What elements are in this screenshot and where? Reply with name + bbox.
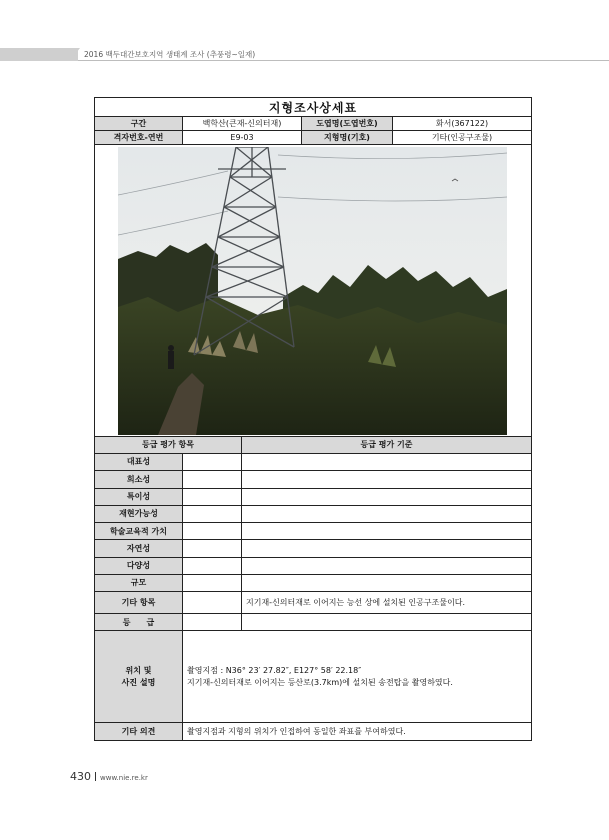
transmission-tower-photo — [118, 147, 507, 435]
evaluation-criteria: 지기재-신의터재로 이어지는 능선 상에 설치된 인공구조물이다. — [246, 598, 466, 608]
evaluation-row — [95, 471, 531, 488]
evaluation-grade — [183, 558, 242, 574]
evaluation-row — [95, 575, 531, 592]
footer-divider — [95, 772, 96, 781]
evaluation-row — [95, 523, 531, 540]
evaluation-criteria — [242, 558, 531, 574]
evaluation-row — [95, 454, 531, 471]
photo-description: 지기재-신의터재로 이어지는 등산로(3.7km)에 설치된 송전탑을 촬영하였다. — [187, 678, 453, 688]
evaluation-item-label: 희소성 — [95, 471, 183, 487]
evaluation-row — [95, 506, 531, 523]
evaluation-grade — [183, 489, 242, 505]
location-label-line-1: 위치 및 — [125, 666, 152, 676]
evaluation-header-row — [95, 437, 531, 454]
evaluation-grade — [183, 471, 242, 487]
page-number: 430 — [70, 770, 91, 783]
landform-name-value: 기타(인공구조물) — [431, 132, 493, 142]
terrain-survey-form — [94, 97, 532, 741]
evaluation-criteria — [242, 454, 531, 470]
evaluation-criteria-header: 등급 평가 기준 — [242, 437, 531, 453]
evaluation-criteria — [242, 506, 531, 522]
location-label-line-2: 사진 설명 — [121, 677, 156, 687]
footer-url: www.nie.re.kr — [100, 774, 148, 782]
evaluation-grade — [183, 523, 242, 539]
evaluation-item-label: 자연성 — [95, 540, 183, 556]
photo-coordinates: 촬영지점 : N36° 23′ 27.82″, E127° 58′ 22.18″ — [187, 665, 362, 675]
evaluation-item-label: 특이성 — [95, 489, 183, 505]
evaluation-item-header: 등급 평가 항목 — [95, 437, 242, 453]
section-value: 백학산(큰재-신의터재) — [183, 117, 302, 130]
location-description — [183, 631, 531, 722]
evaluation-item-label: 재현가능성 — [95, 506, 183, 522]
evaluation-criteria — [242, 540, 531, 556]
evaluation-criteria — [242, 489, 531, 505]
evaluation-row — [95, 558, 531, 575]
evaluation-grade — [183, 540, 242, 556]
other-opinion-label: 기타 의견 — [95, 723, 183, 740]
evaluation-item-label: 학술교육적 가치 — [95, 523, 183, 539]
map-sheet-label: 도엽명(도엽번호) — [302, 117, 393, 130]
other-opinion-row — [95, 723, 531, 740]
evaluation-grade — [183, 575, 242, 591]
evaluation-item-label: 기타 항목 — [95, 592, 183, 613]
evaluation-grade — [183, 614, 242, 630]
grid-number-value: E9-03 — [183, 131, 302, 144]
info-row-2 — [95, 131, 531, 145]
running-header — [0, 48, 609, 61]
evaluation-row-grade — [95, 614, 531, 631]
evaluation-item-label: 다양성 — [95, 558, 183, 574]
evaluation-criteria — [242, 614, 531, 630]
section-label: 구간 — [95, 117, 183, 130]
running-title: 2016 백두대간보호지역 생태계 조사 (추풍령~일재) — [84, 50, 256, 59]
evaluation-item-label: 규모 — [95, 575, 183, 591]
evaluation-criteria — [242, 523, 531, 539]
other-opinion-text: 촬영지점과 지형의 위치가 인접하여 동일한 좌표를 부여하였다. — [187, 727, 406, 737]
evaluation-criteria — [242, 471, 531, 487]
photo-row — [95, 145, 531, 437]
location-label — [95, 631, 183, 722]
header-rule — [78, 60, 609, 61]
evaluation-item-label: 등 급 — [95, 614, 183, 630]
evaluation-grade — [183, 506, 242, 522]
photo-illustration — [118, 147, 507, 435]
form-title: 지형조사상세표 — [95, 98, 531, 117]
evaluation-row — [95, 489, 531, 506]
evaluation-criteria — [242, 575, 531, 591]
evaluation-grade — [183, 454, 242, 470]
evaluation-item-label: 대표성 — [95, 454, 183, 470]
header-tab — [0, 48, 78, 61]
evaluation-row-other — [95, 592, 531, 614]
page-footer — [70, 770, 148, 783]
evaluation-row — [95, 540, 531, 557]
landform-name-label: 지형명(기호) — [302, 131, 393, 144]
map-sheet-value: 화서(367122) — [435, 118, 489, 128]
grid-number-label: 격자번호-연번 — [95, 131, 183, 144]
location-row — [95, 631, 531, 723]
evaluation-grade — [183, 592, 242, 613]
info-row-1 — [95, 117, 531, 131]
